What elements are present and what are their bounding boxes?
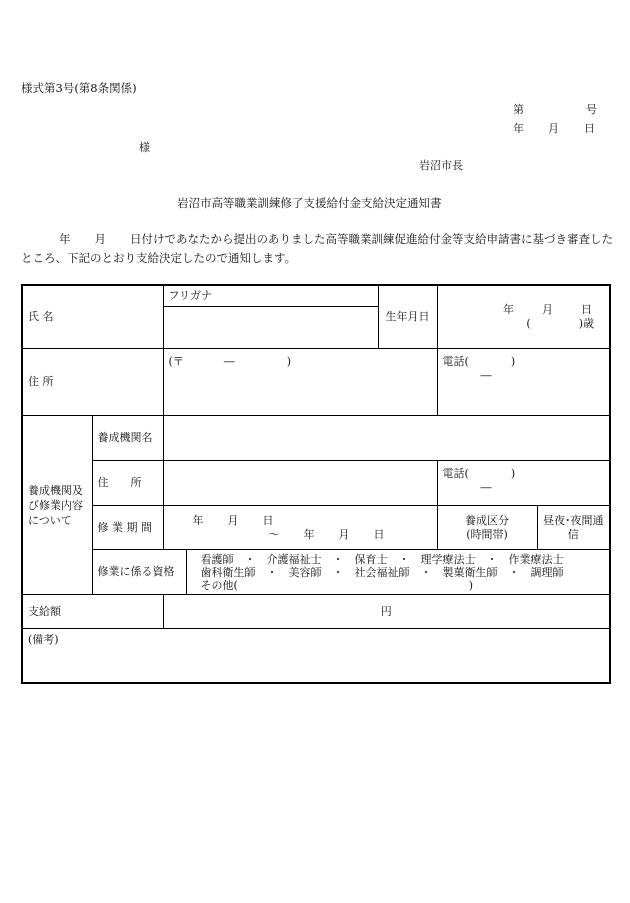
period-field[interactable] xyxy=(163,506,437,550)
institution-label: 養成機関名 xyxy=(92,416,163,461)
intro-month: 月 xyxy=(94,232,106,246)
category-sub: (時間帯) xyxy=(466,527,508,541)
remarks-label: (備考) xyxy=(28,633,59,646)
intro-paragraph xyxy=(21,230,613,268)
period-label: 修 業 期 間 xyxy=(92,506,163,550)
date-month: 月 xyxy=(548,122,559,135)
application-table xyxy=(21,284,611,684)
qualification-line-2: 歯科衛生師 ・ 美容師 ・ 社会福祉師 ・ 製菓衛生師 ・ 調理師 xyxy=(200,565,564,579)
inst-address-field[interactable] xyxy=(163,461,437,506)
intro-year: 年 xyxy=(59,232,71,246)
birth-label: 生年月日 xyxy=(378,285,437,349)
name-label: 氏 名 xyxy=(22,285,163,349)
qualification-options[interactable] xyxy=(186,550,610,595)
furigana-cell[interactable] xyxy=(163,285,378,307)
recipient-suffix: 様 xyxy=(139,141,150,154)
day-night-label: 昼夜･夜間通信 xyxy=(537,506,610,550)
name-field[interactable] xyxy=(163,307,378,349)
inst-address-label: 住 所 xyxy=(92,461,163,506)
postal-open: (〒 xyxy=(168,355,184,368)
phone-close: ) xyxy=(510,355,516,368)
category-label: 養成区分 xyxy=(465,513,510,527)
period-tilde: ～ xyxy=(268,527,280,541)
form-number: 様式第3号(第8条関係) xyxy=(21,81,137,95)
qualification-label: 修業に係る資格 xyxy=(92,550,186,595)
document-title: 岩沼市高等職業訓練修了支援給付金支給決定通知書 xyxy=(177,196,442,210)
address-label: 住 所 xyxy=(22,349,163,416)
birth-day: 日 xyxy=(581,303,593,316)
doc-number-suffix: 号 xyxy=(586,103,597,116)
institution-field[interactable] xyxy=(163,416,610,461)
birth-month: 月 xyxy=(542,303,554,316)
postal-dash: ― xyxy=(223,355,235,368)
period-to-month: 月 xyxy=(338,527,350,541)
birth-year: 年 xyxy=(503,303,515,316)
inst-phone-dash: ― xyxy=(480,481,492,494)
date-day: 日 xyxy=(584,122,595,135)
period-from-month: 月 xyxy=(227,513,239,527)
amount-field[interactable] xyxy=(163,595,610,629)
qualification-line-3: その他( ) xyxy=(200,578,474,592)
category-label-cell xyxy=(437,506,537,550)
period-to-year: 年 xyxy=(303,527,315,541)
age-close: )歳 xyxy=(578,317,595,330)
birth-date-cell[interactable] xyxy=(437,285,610,349)
intro-text: 日付けであなたから提出のありました高等職業訓練促進給付金等支給申請書に基づき審査したところ、下記のとおり支給決定したので通知します。 xyxy=(21,232,613,265)
remarks-field[interactable] xyxy=(22,629,610,683)
issuer: 岩沼市長 xyxy=(419,159,463,172)
period-from-day: 日 xyxy=(262,513,274,527)
amount-label: 支給額 xyxy=(22,595,163,629)
qualification-line-1: 看護師 ・ 介護福祉士 ・ 保育士 ・ 理学療法士 ・ 作業療法士 xyxy=(200,552,564,566)
phone-label: 電話( xyxy=(442,355,469,368)
inst-phone-label: 電話( xyxy=(442,467,469,480)
age-open: ( xyxy=(526,317,531,330)
period-to-day: 日 xyxy=(373,527,385,541)
inst-phone-close: ) xyxy=(510,467,516,480)
training-group-label: 養成機関及び修業内容について xyxy=(22,416,92,595)
amount-unit: 円 xyxy=(380,604,392,618)
inst-phone-field[interactable] xyxy=(437,461,610,506)
period-from-year: 年 xyxy=(192,513,204,527)
date-year: 年 xyxy=(513,122,524,135)
furigana-label: フリガナ xyxy=(168,289,212,302)
doc-number-prefix: 第 xyxy=(513,103,524,116)
postal-close: ) xyxy=(286,355,292,368)
phone-dash: ― xyxy=(480,369,492,382)
address-field[interactable] xyxy=(163,349,437,416)
phone-field[interactable] xyxy=(437,349,610,416)
